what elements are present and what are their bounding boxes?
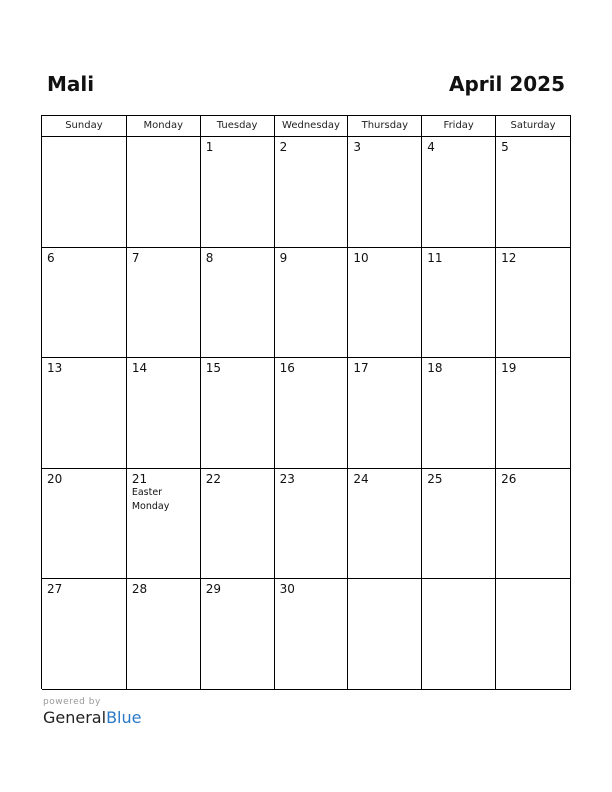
day-number: 2: [279, 140, 288, 154]
day-number: 16: [279, 361, 295, 376]
country-title: Mali: [47, 72, 95, 96]
day-number: 3: [353, 140, 362, 154]
day-cell: [422, 248, 496, 359]
day-cell: [127, 579, 201, 690]
day-cell: [422, 469, 496, 580]
day-cell: [275, 579, 349, 690]
powered-by-text: powered by: [43, 697, 101, 707]
day-number: 12: [501, 250, 517, 265]
holiday-label-line: Monday: [131, 500, 170, 512]
day-number: 24: [353, 471, 369, 486]
day-number: 21: [131, 471, 148, 486]
day-number: 20: [47, 471, 63, 486]
weekday-sunday: Sunday: [42, 116, 127, 137]
day-number: 9: [279, 250, 288, 265]
day-cell: [201, 137, 275, 248]
weekday-saturday: Saturday: [496, 116, 571, 137]
generalblue-logo[interactable]: [43, 708, 141, 728]
week-row: [42, 469, 571, 580]
day-cell: [42, 137, 127, 248]
day-cell: [275, 137, 349, 248]
day-number: 8: [205, 250, 214, 265]
day-cell: [42, 358, 127, 469]
week-row: [42, 248, 571, 359]
day-cell: [42, 248, 127, 359]
day-number: 5: [501, 140, 509, 154]
day-cell: [496, 469, 571, 580]
day-number: 18: [427, 361, 443, 376]
day-cell: [422, 358, 496, 469]
day-cell: [348, 469, 422, 580]
day-cell: [275, 358, 349, 469]
day-number: 30: [279, 582, 295, 597]
day-cell: [422, 579, 496, 690]
day-cell: [42, 579, 127, 690]
weekday-thursday: Thursday: [348, 116, 422, 137]
day-cell: [496, 579, 571, 690]
day-cell: [348, 579, 422, 690]
day-cell: [275, 469, 349, 580]
day-cell: [275, 248, 349, 359]
day-cell: [127, 248, 201, 359]
day-number: 7: [131, 250, 140, 265]
week-row: [42, 358, 571, 469]
day-number: 15: [205, 361, 221, 376]
calendar-grid: [41, 115, 571, 689]
day-cell: [201, 469, 275, 580]
day-cell: [348, 137, 422, 248]
footer-branding: [43, 697, 141, 728]
day-number: 4: [427, 140, 435, 154]
weekday-friday: Friday: [422, 116, 496, 137]
day-number: 11: [427, 250, 443, 265]
holiday-label-line: Easter: [131, 486, 163, 498]
day-cell: [201, 579, 275, 690]
day-number: 19: [501, 361, 517, 376]
day-cell: [348, 248, 422, 359]
week-row: [42, 579, 571, 690]
day-number: 22: [205, 471, 221, 486]
day-cell: [127, 358, 201, 469]
day-number: 27: [47, 582, 63, 597]
day-cell: [348, 358, 422, 469]
weekday-tuesday: Tuesday: [201, 116, 275, 137]
day-number: 13: [47, 361, 63, 376]
day-cell: [422, 137, 496, 248]
brand-blue: Blue: [106, 708, 142, 727]
day-number: 10: [353, 250, 369, 265]
month-title: April 2025: [449, 72, 565, 96]
weekday-monday: Monday: [127, 116, 201, 137]
day-number: 28: [131, 582, 148, 597]
brand-general: General: [43, 708, 107, 727]
day-cell: [42, 469, 127, 580]
day-cell: [201, 358, 275, 469]
weekday-wednesday: Wednesday: [275, 116, 349, 137]
day-number: 25: [427, 471, 443, 486]
week-row: [42, 137, 571, 248]
holiday-label: [132, 486, 200, 514]
day-number: 14: [131, 361, 148, 376]
day-cell: [496, 358, 571, 469]
day-number: 1: [205, 140, 214, 154]
weekday-header-row: [42, 116, 571, 137]
day-cell: [496, 137, 571, 248]
day-cell: [127, 469, 201, 580]
day-number: 6: [47, 250, 55, 265]
day-number: 23: [279, 471, 295, 486]
day-cell: [201, 248, 275, 359]
day-number: 17: [353, 361, 369, 376]
day-number: 29: [205, 582, 221, 597]
day-cell: [496, 248, 571, 359]
day-cell: [127, 137, 201, 248]
day-number: 26: [501, 471, 517, 486]
